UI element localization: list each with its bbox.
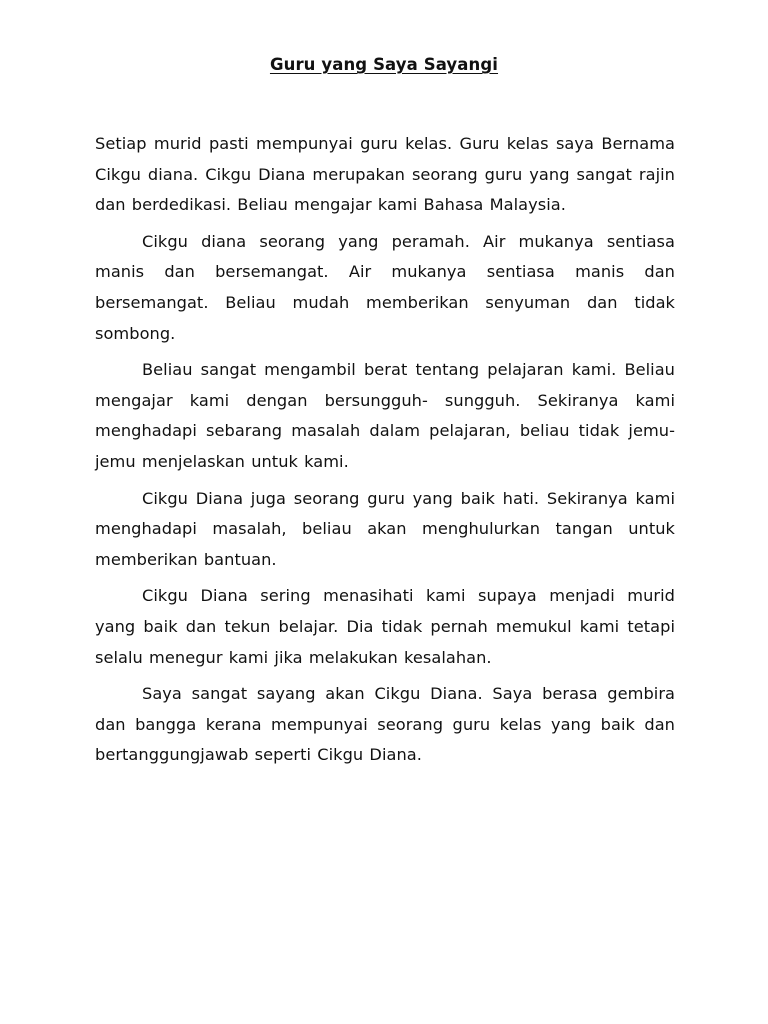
paragraph-3: Beliau sangat mengambil berat tentang pelajaran kami. Beliau mengajar kami dengan bersungguh- sungguh. Sekiranya kami menghadapi sebarang masalah dalam pelajaran, beliau tidak jemu- jemu menjelaskan untuk kami.: [95, 360, 675, 471]
paragraph-2: Cikgu diana seorang yang peramah. Air mukanya sentiasa manis dan bersemangat. Air mukanya sentiasa manis dan bersemangat. Beliau mudah memberikan senyuman dan tidak sombong.: [95, 231, 675, 343]
paragraph-6: Saya sangat sayang akan Cikgu Diana. Saya berasa gembira dan bangga kerana mempunyai seorang guru kelas yang baik dan bertanggungjawab seperti Cikgu Diana.: [95, 684, 675, 765]
paragraph-intro: Setiap murid pasti mempunyai guru kelas. Guru kelas saya Bernama Cikgu diana. Cikgu Diana merupakan seorang guru yang sangat rajin dan berdedikasi. Beliau mengajar kami Bahasa Malaysia.: [95, 134, 675, 215]
essay-body: [95, 129, 675, 777]
paragraph-4: Cikgu Diana juga seorang guru yang baik hati. Sekiranya kami menghadapi masalah, beliau akan menghulurkan tangan untuk memberikan bantuan.: [95, 488, 675, 569]
document-title: Guru yang Saya Sayangi: [269, 55, 499, 74]
paragraph-5: Cikgu Diana sering menasihati kami supaya menjadi murid yang baik dan tekun belajar. Dia tidak pernah memukul kami tetapi selalu menegur kami jika melakukan kesalahan.: [95, 586, 675, 667]
